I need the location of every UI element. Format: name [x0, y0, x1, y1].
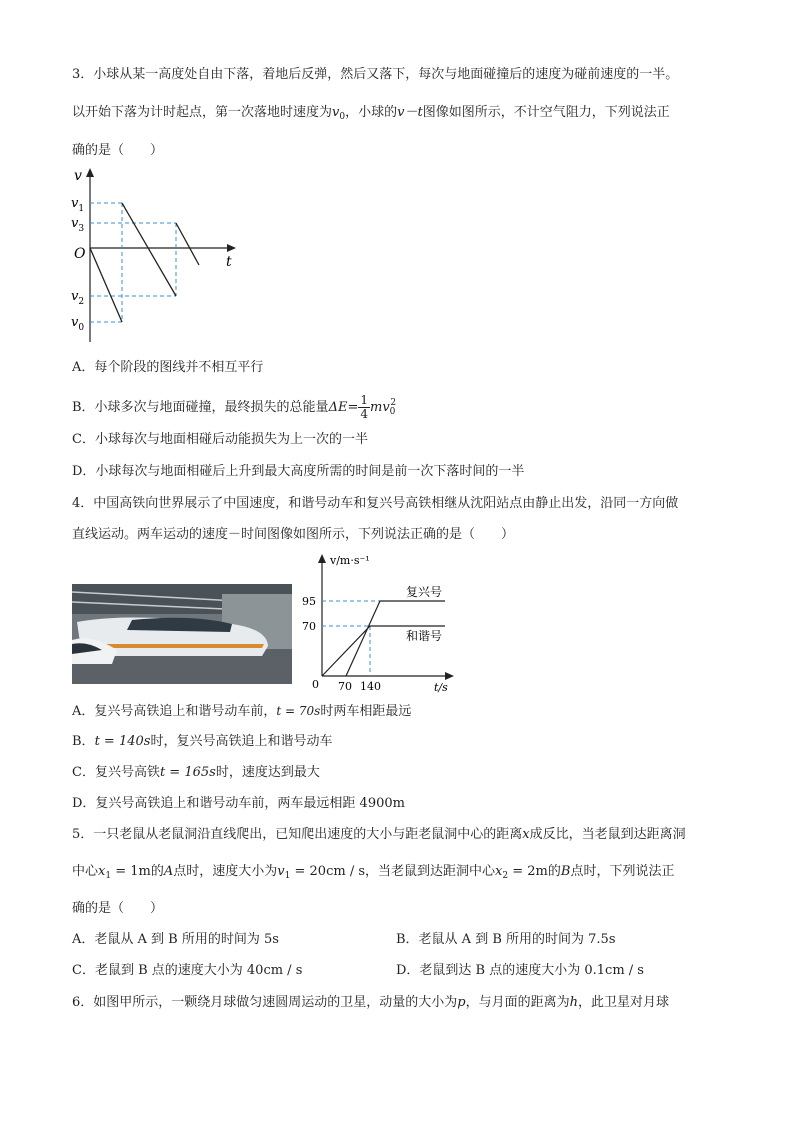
delta-e-symbol: ΔE — [328, 400, 348, 415]
q3-label-v2: $v_2$ — [71, 289, 85, 307]
q5-text-2b: 的 — [150, 864, 164, 879]
q5-text-2d: ，当老鼠到达距洞中心 — [365, 864, 496, 879]
q4-tick-x70: 70 — [338, 680, 352, 693]
q3-option-d-text: D．小球每次与地面相碰后上升到最大高度所需的时间是前一次下落时间的一半 — [72, 464, 525, 479]
q5-text-1a: 5．一只老鼠从老鼠洞沿直线爬出，已知爬出速度的大小与距老鼠洞中心的距离 — [72, 827, 523, 842]
fraction-one-quarter — [358, 394, 370, 421]
q4-option-c-text-b: 时，速度达到最大 — [215, 765, 320, 780]
v1-subscript: 1 — [284, 871, 291, 881]
q4-vt-graph — [300, 548, 460, 694]
q3-segment-1 — [90, 248, 122, 322]
x-symbol: x — [522, 827, 530, 842]
q3-option-c — [72, 431, 368, 449]
q4-label-fuxing: 复兴号 — [406, 585, 443, 599]
train-photo-drawing — [72, 584, 292, 684]
q6-text-1a: 6．如图甲所示，一颗绕月球做匀速圆周运动的卫星，动量的大小为 — [72, 995, 458, 1010]
q5-option-c-text: C．老鼠到 B 点的速度大小为 40cm / s — [72, 963, 303, 978]
q4-option-b-time: t = 140s — [94, 734, 151, 749]
q3-stem-line3 — [72, 142, 163, 160]
q5-text-3: 确的是（ ） — [72, 901, 164, 916]
q4-option-c-text: C．复兴号高铁 — [72, 765, 160, 780]
h-symbol: h — [569, 995, 578, 1010]
q4-tick-95: 95 — [302, 595, 316, 608]
q5-option-a-text: A．老鼠从 A 到 B 所用的时间为 5s — [72, 932, 279, 947]
q3-option-a — [72, 359, 263, 377]
q4-option-a-text: A．复兴号高铁追上和谐号动车前， — [72, 704, 277, 719]
q4-option-a — [72, 702, 411, 721]
q5-stem-line1 — [72, 826, 686, 844]
q3-text-3: 确的是（ ） — [72, 143, 164, 158]
q3-origin-label: O — [74, 246, 86, 262]
q3-text-1: 3．小球从某一高度处自由下落，着地后反弹，然后又落下，每次与地面碰撞后的速度为碰前速度的一半。 — [72, 67, 679, 82]
q4-origin: 0 — [312, 678, 319, 691]
q4-tick-70: 70 — [302, 620, 316, 633]
q4-stem-line2 — [72, 526, 514, 544]
v1-symbol: v — [277, 864, 285, 879]
q5-stem-line3 — [72, 900, 163, 918]
q4-stem-line1 — [72, 495, 678, 513]
q3-option-c-text: C．小球每次与地面相碰后动能损失为上一次的一半 — [72, 432, 368, 447]
q3-label-v3: $v_3$ — [71, 216, 85, 234]
q3-option-a-text: A．每个阶段的图线并不相互平行 — [72, 360, 264, 375]
q3-text-2b: ，小球的 — [345, 105, 398, 120]
q3-vt-graph — [66, 166, 246, 346]
q3-option-b-text: B．小球多次与地面碰撞，最终损失的总能量 — [72, 400, 329, 415]
q5-option-b — [396, 931, 616, 949]
q5-text-2e: 的 — [547, 864, 561, 879]
q3-stem-line1 — [72, 66, 678, 84]
vt-symbol: v－t — [397, 105, 423, 120]
q5-option-d-text: D．老鼠到达 B 点的速度大小为 0.1cm / s — [396, 963, 644, 978]
x2-subscript: 2 — [502, 871, 509, 881]
high-speed-train-photo — [72, 584, 292, 684]
q3-axis-v-label: v — [74, 168, 82, 184]
q5-stem-line2 — [72, 863, 674, 885]
q3-stem-line2 — [72, 104, 670, 126]
q5-text-1b: 成反比，当老鼠到达距离洞 — [529, 827, 686, 842]
q4-option-a-text-b: 时两车相距最远 — [320, 704, 412, 719]
q5-text-2f: 点时，下列说法正 — [570, 864, 675, 879]
x2-symbol: x — [495, 864, 503, 879]
q6-text-1c: ，此卫星对月球 — [578, 995, 670, 1010]
q4-option-d-text: D．复兴号高铁追上和谐号动车前，两车最远相距 4900m — [72, 796, 405, 811]
q5-text-2a: 中心 — [72, 864, 99, 879]
q3-v-axis-arrow — [86, 168, 94, 177]
p-symbol: p — [457, 995, 466, 1010]
x1-symbol: x — [98, 864, 106, 879]
mv-superscript: 2 — [390, 398, 397, 408]
q5-option-b-text: B．老鼠从 A 到 B 所用的时间为 7.5s — [396, 932, 616, 947]
q3-axis-t-label: t — [226, 254, 232, 270]
equals-sign: = — [347, 400, 359, 415]
q3-option-b — [72, 394, 396, 421]
v0-subscript: 0 — [339, 112, 346, 122]
mv-subscript: 0 — [389, 407, 396, 417]
q4-tick-x140: 140 — [360, 680, 381, 693]
fraction-denominator: 4 — [360, 407, 368, 421]
x1-subscript: 1 — [105, 871, 112, 881]
q4-option-c — [72, 764, 320, 782]
q3-segment-2 — [122, 203, 176, 296]
q6-stem-line1 — [72, 994, 669, 1012]
q4-axis-v-label: v/m·s⁻¹ — [330, 554, 370, 567]
v1-value: = 20cm / s — [290, 864, 365, 879]
q4-v-axis-arrow — [318, 554, 326, 563]
fraction-numerator: 1 — [360, 393, 368, 407]
q4-label-hexie: 和谐号 — [406, 629, 443, 643]
q4-option-b — [72, 733, 332, 751]
q3-t-axis-arrow — [227, 244, 236, 252]
q4-axis-t-label: t/s — [434, 681, 448, 694]
q3-text-2c: 图像如图所示，不计空气阻力，下列说法正 — [422, 105, 670, 120]
q5-text-2c: 点时，速度大小为 — [173, 864, 278, 879]
q3-text-2a: 以开始下落为计时起点，第一次落地时速度为 — [72, 105, 333, 120]
point-b: B — [560, 864, 571, 879]
q6-text-1b: ，与月面的距离为 — [465, 995, 570, 1010]
q5-option-a — [72, 931, 279, 949]
q4-t-axis-arrow — [445, 672, 454, 680]
q4-option-b-text-b: 时，复兴号高铁追上和谐号动车 — [150, 734, 333, 749]
q5-option-c — [72, 962, 302, 980]
q3-option-d — [72, 463, 524, 481]
q5-option-d — [396, 962, 644, 980]
q3-label-v1: $v_1$ — [71, 196, 85, 214]
q4-option-c-time: t = 165s — [159, 765, 216, 780]
q4-text-2: 直线运动。两车运动的速度－时间图像如图所示，下列说法正确的是（ ） — [72, 527, 515, 542]
mv-symbol: mv — [370, 400, 390, 415]
v0-symbol: v — [332, 105, 340, 120]
q3-segment-3 — [176, 223, 199, 265]
q3-label-v0: $v_0$ — [71, 315, 85, 333]
q4-option-b-text: B． — [72, 734, 95, 749]
q4-option-a-time: t = 70s — [276, 704, 321, 718]
point-a: A — [163, 864, 174, 879]
x1-value: = 1m — [111, 864, 151, 879]
q4-option-d — [72, 795, 405, 813]
q4-text-1: 4．中国高铁向世界展示了中国速度，和谐号动车和复兴号高铁相继从沈阳站点由静止出发，沿同一方向做 — [72, 496, 679, 511]
x2-value: = 2m — [508, 864, 548, 879]
